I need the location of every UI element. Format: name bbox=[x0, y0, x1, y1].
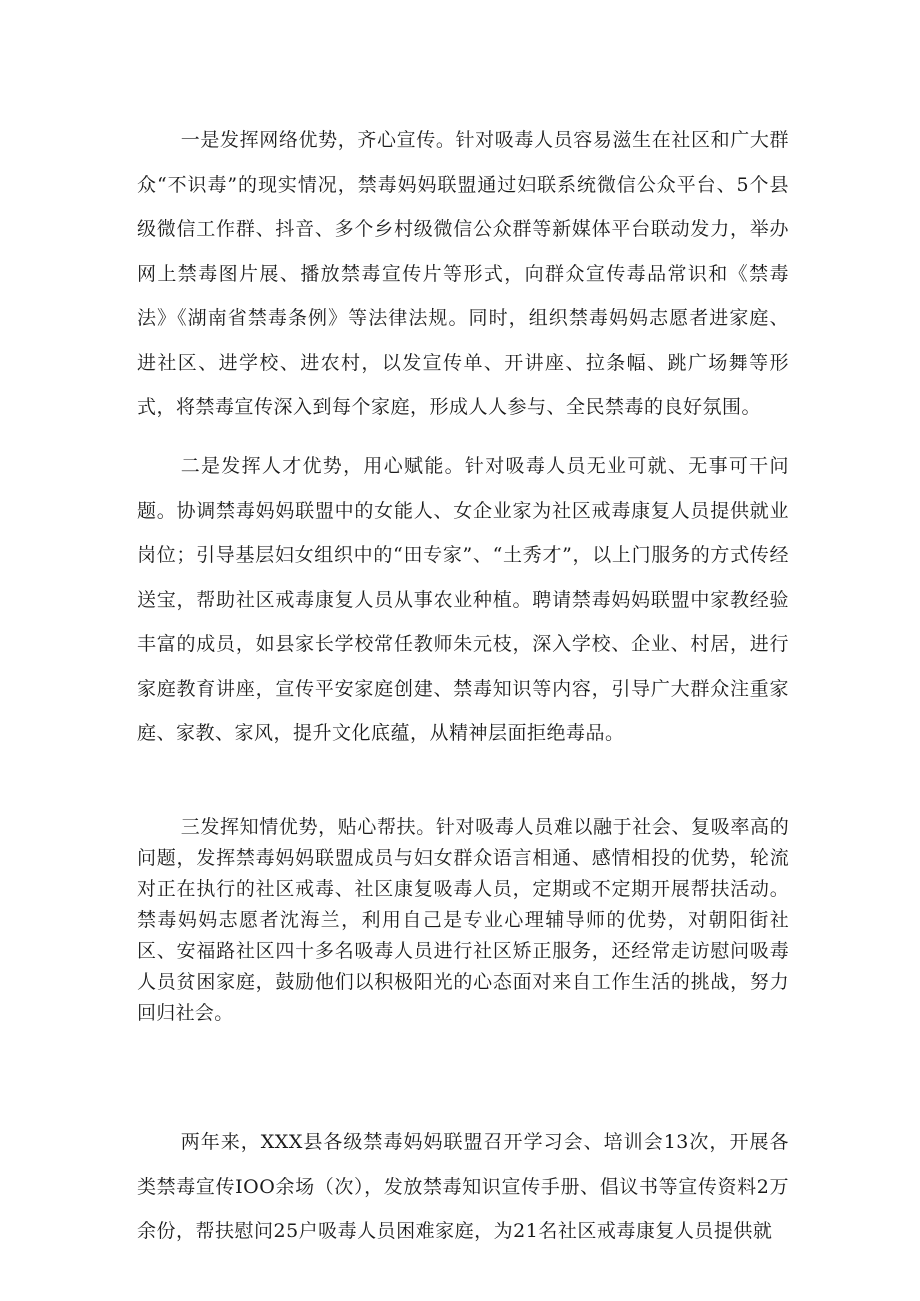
paragraph-affection-advantage: 三发挥知情优势，贴心帮扶。针对吸毒人员难以融于社会、复吸率高的问题，发挥禁毒妈妈联盟成员与妇女群众语言相通、感情相投的优势，轮流对正在执行的社区戒毒、社区康复吸毒人员，定期或不定期开展帮扶活动。禁毒妈妈志愿者沈海兰，利用自己是专业心理辅导师的优势，对朝阳街社区、安福路社区四十多名吸毒人员进行社区矫正服务，还经常走访慰问吸毒人员贫困家庭，鼓励他们以积极阳光的心态面对来自工作生活的挑战，努力回归社会。 bbox=[137, 816, 789, 1024]
paragraph-talent-advantage: 二是发挥人才优势，用心赋能。针对吸毒人员无业可就、无事可干问题。协调禁毒妈妈联盟中的女能人、女企业家为社区戒毒康复人员提供就业岗位；引导基层妇女组织中的“田专家”、“土秀才”，以上门服务的方式传经送宝，帮助社区戒毒康复人员从事农业种植。聘请禁毒妈妈联盟中家教经验丰富的成员，如县家长学校常任教师朱元枝，深入学校、企业、村居，进行家庭教育讲座，宣传平安家庭创建、禁毒知识等内容，引导广大群众注重家庭、家教、家风，提升文化底蕴，从精神层面拒绝毒品。 bbox=[137, 455, 789, 744]
paragraph-network-advantage: 一是发挥网络优势，齐心宣传。针对吸毒人员容易滋生在社区和广大群众“不识毒”的现实情况，禁毒妈妈联盟通过妇联系统微信公众平台、5个县级微信工作群、抖音、多个乡村级微信公众群等新媒体平台联动发力，举办网上禁毒图片展、播放禁毒宣传片等形式，向群众宣传毒品常识和《禁毒法》《湖南省禁毒条例》等法律法规。同时，组织禁毒妈妈志愿者进家庭、进社区、进学校、进农村，以发宣传单、开讲座、拉条幅、跳广场舞等形式，将禁毒宣传深入到每个家庭，形成人人参与、全民禁毒的良好氛围。 bbox=[137, 129, 789, 418]
paragraph-two-year-summary: 两年来，XXX县各级禁毒妈妈联盟召开学习会、培训会13次，开展各类禁毒宣传IOO余场（次），发放禁毒知识宣传手册、倡议书等宣传资料2万余份，帮扶慰问25户吸毒人员困难家庭，为21名社区戒毒康复人员提供就 bbox=[137, 1131, 789, 1242]
